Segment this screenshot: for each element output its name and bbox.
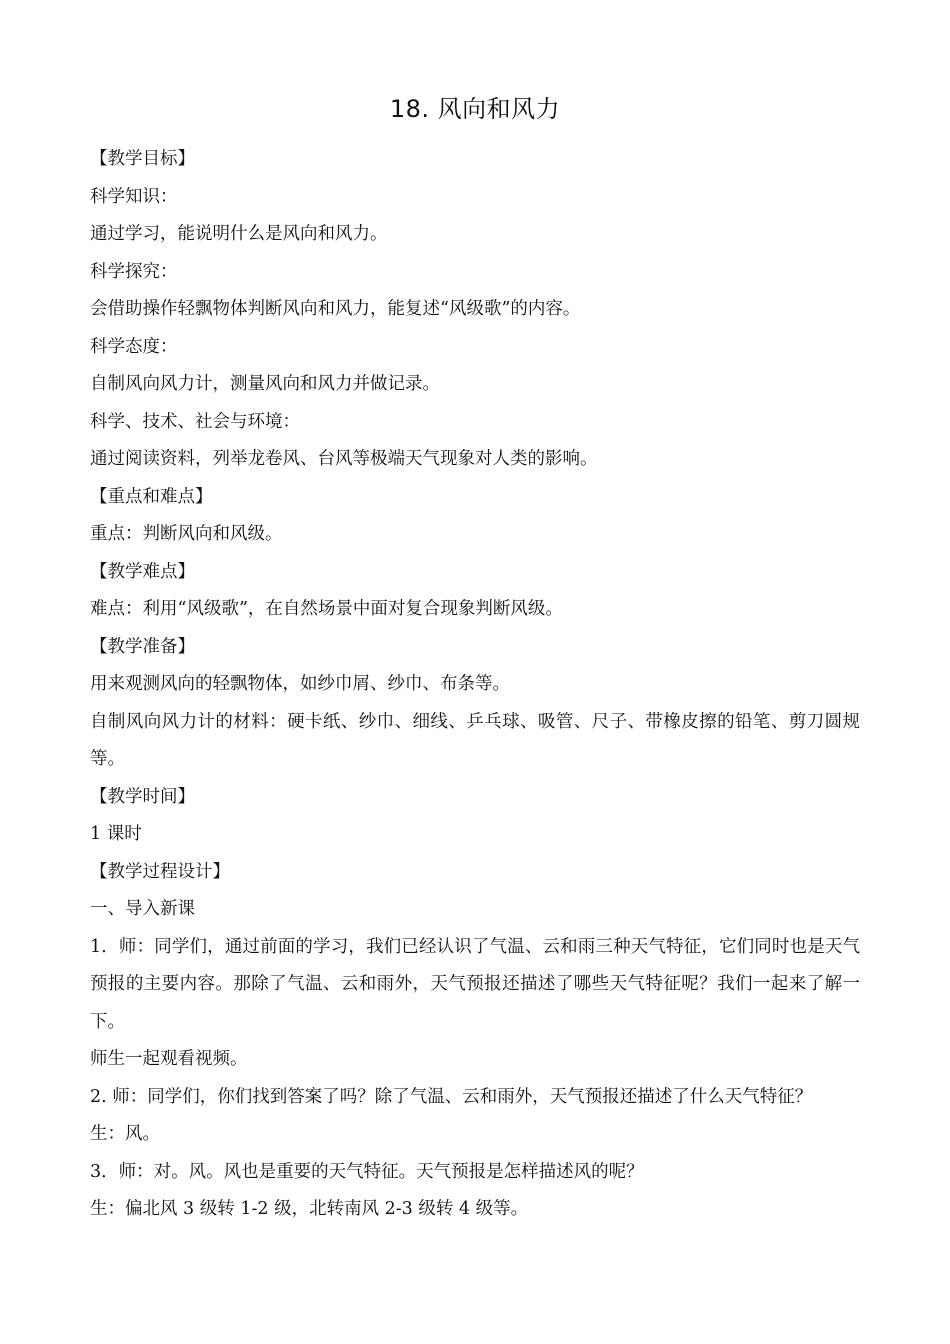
document-title: 18. 风向和风力	[389, 95, 561, 123]
section-heading-key-points: 【重点和难点】	[90, 486, 213, 507]
paragraph: 会借助操作轻飘物体判断风向和风力，能复述“风级歌”的内容。	[90, 299, 581, 319]
paragraph: 自制风向风力计，测量风向和风力并做记录。	[90, 374, 440, 394]
paragraph-materials: 自制风向风力计的材料：硬卡纸、纱巾、细线、乒乓球、吸管、尺子、带橡皮擦的铅笔、剪刀圆规等。	[90, 711, 860, 769]
paragraph-step-3: 3．师：对。风。风也是重要的天气特征。天气预报是怎样描述风的呢？	[90, 1161, 644, 1182]
document-body	[90, 141, 860, 1229]
subheading-introduction: 一、导入新课	[90, 899, 195, 919]
paragraph: 重点：判断风向和风级。	[90, 524, 283, 544]
paragraph: 生：风。	[90, 1124, 160, 1144]
section-heading-teaching-time: 【教学时间】	[90, 786, 195, 807]
paragraph: 通过学习，能说明什么是风向和风力。	[90, 224, 388, 244]
paragraph-step-1: 1．师：同学们，通过前面的学习，我们已经认识了气温、云和雨三种天气特征，它们同时也是天气预报的主要内容。那除了气温、云和雨外，天气预报还描述了哪些天气特征呢？我们一起来了解一下。	[90, 936, 860, 1032]
paragraph: 难点：利用“风级歌”，在自然场景中面对复合现象判断风级。	[90, 599, 563, 619]
subheading-science-knowledge: 科学知识：	[90, 186, 178, 207]
section-heading-preparation: 【教学准备】	[90, 636, 195, 657]
subheading-stse: 科学、技术、社会与环境：	[90, 411, 300, 432]
paragraph: 生：偏北风 3 级转 1-2 级，北转南风 2-3 级转 4 级等。	[90, 1199, 529, 1219]
paragraph: 通过阅读资料，列举龙卷风、台风等极端天气现象对人类的影响。	[90, 449, 598, 469]
section-heading-teaching-goals: 【教学目标】	[90, 149, 195, 169]
paragraph-step-2: 2. 师：同学们，你们找到答案了吗？除了气温、云和雨外，天气预报还描述了什么天气特征？	[90, 1086, 813, 1107]
subheading-science-attitude: 科学态度：	[90, 336, 178, 357]
section-heading-difficulties: 【教学难点】	[90, 561, 195, 582]
subheading-science-inquiry: 科学探究：	[90, 261, 178, 282]
paragraph: 1 课时	[90, 824, 142, 844]
section-heading-process-design: 【教学过程设计】	[90, 861, 230, 882]
paragraph: 师生一起观看视频。	[90, 1049, 248, 1069]
paragraph: 用来观测风向的轻飘物体，如纱巾屑、纱巾、布条等。	[90, 674, 510, 694]
